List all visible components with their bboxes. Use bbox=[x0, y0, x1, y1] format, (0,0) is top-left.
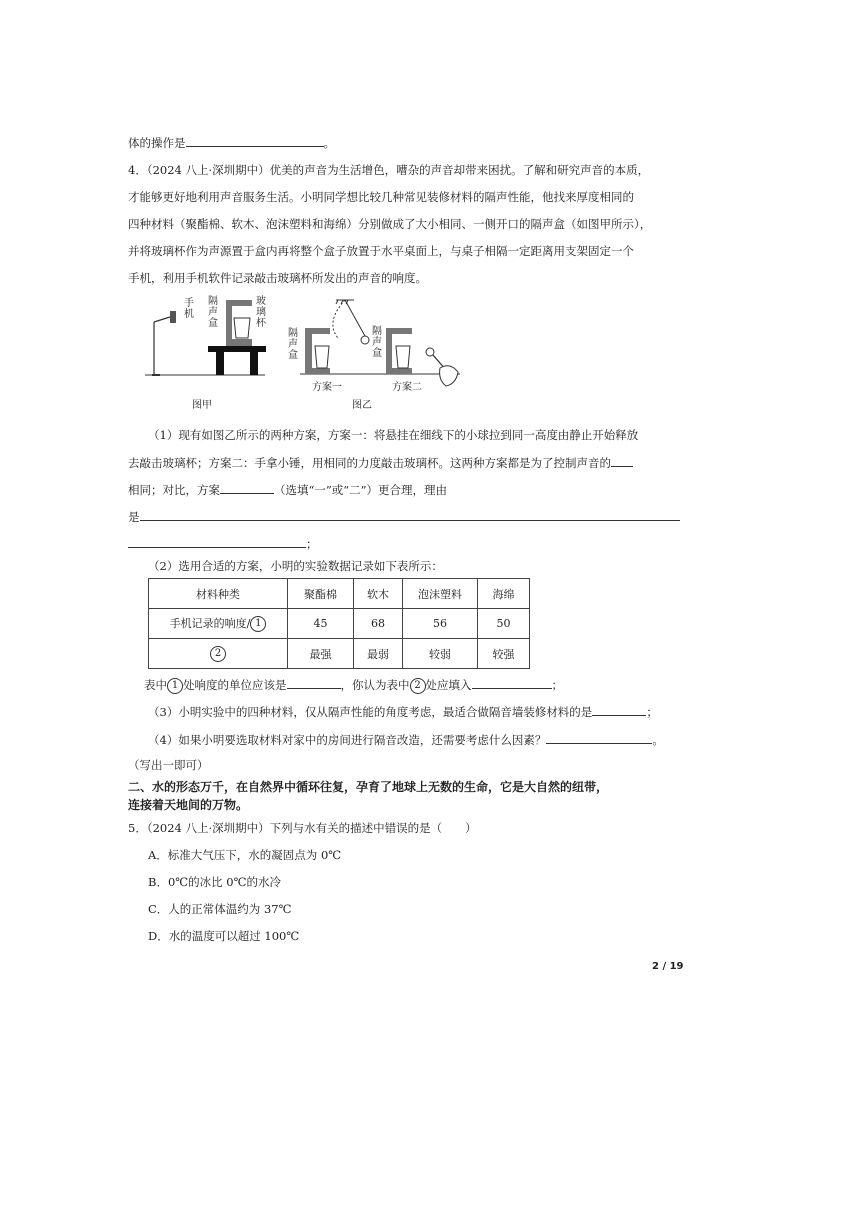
p1-line-2-text: 去敲击玻璃杯；方案二：手拿小锤，用相同的力度敲击玻璃杯。这两种方案都是为了控制声音的 bbox=[128, 456, 611, 470]
table-header-cell: 聚酯棉 bbox=[288, 579, 354, 609]
q5-stem: 5．（2024 八上·深圳期中）下列与水有关的描述中错误的是（ ） bbox=[128, 821, 477, 835]
circle-marker-2: 2 bbox=[210, 646, 226, 662]
p4-line bbox=[148, 731, 664, 748]
data-table bbox=[148, 578, 530, 669]
p2-after-c: ，你认为表中 bbox=[340, 678, 410, 692]
table-row-label bbox=[149, 609, 288, 639]
table-row bbox=[149, 639, 530, 669]
table-cell: 68 bbox=[354, 609, 403, 639]
box-label: 隔声盒 bbox=[208, 296, 218, 329]
p4-end: 。 bbox=[652, 733, 664, 747]
table-header-cell: 软木 bbox=[354, 579, 403, 609]
p1-line-1: （1）现有如图乙所示的两种方案，方案一：将悬挂在细线下的小球拉到同一高度由静止开始释放 bbox=[148, 428, 639, 442]
plan2-label: 方案二 bbox=[392, 382, 422, 393]
caption-yi: 图乙 bbox=[352, 400, 372, 411]
table-header-cell: 泡沫塑料 bbox=[403, 579, 478, 609]
section-2-heading-line-1: 二、水的形态万千，在自然界中循环往复，孕育了地球上无数的生命，它是大自然的纽带， bbox=[128, 780, 609, 794]
q5-option-b[interactable]: B．0℃的冰比 0℃的水冷 bbox=[148, 875, 281, 889]
p1-line-3-text-a: 相同；对比，方案 bbox=[128, 483, 220, 497]
p4-note: （写出一即可） bbox=[128, 758, 209, 772]
table-cell: 50 bbox=[478, 609, 530, 639]
p4-blank[interactable] bbox=[546, 731, 652, 744]
circle-marker-1-ref: 1 bbox=[167, 678, 183, 694]
table-header-cell: 材料种类 bbox=[149, 579, 288, 609]
page-number: 2 / 19 bbox=[652, 961, 684, 972]
p3-line bbox=[148, 703, 658, 720]
table-cell: 56 bbox=[403, 609, 478, 639]
q4-line-5: 手机，利用手机软件记录敲击玻璃杯所发出的声音的响度。 bbox=[128, 271, 427, 285]
p2-after-a: 表中 bbox=[144, 678, 167, 692]
circle-marker-1: 1 bbox=[250, 616, 266, 632]
table-cell: 最弱 bbox=[354, 639, 403, 669]
table-row-label bbox=[149, 639, 288, 669]
p3-text: （3）小明实验中的四种材料，仅从隔声性能的角度考虑，最适合做隔音墙装修材料的是 bbox=[148, 705, 593, 719]
p4-text: （4）如果小明要选取材料对家中的房间进行隔音改造，还需要考虑什么因素？ bbox=[148, 733, 547, 747]
table-cell: 最强 bbox=[288, 639, 354, 669]
p2-after-b: 处响度的单位应该是 bbox=[183, 678, 287, 692]
section-2-heading-line-2: 连接着天地间的万物。 bbox=[128, 798, 249, 812]
q5-option-c[interactable]: C．人的正常体温约为 37℃ bbox=[148, 902, 292, 916]
p1-line-5-end: ； bbox=[306, 537, 318, 551]
p1-blank-2[interactable] bbox=[220, 481, 274, 494]
p1-line-4 bbox=[128, 508, 680, 525]
box-label-plan1: 隔声盒 bbox=[288, 328, 298, 361]
p2-after-d: 处应填入 bbox=[425, 678, 472, 692]
box-label-plan2: 隔声盒 bbox=[372, 326, 382, 359]
circle-marker-2-ref: 2 bbox=[410, 678, 426, 694]
plan1-label: 方案一 bbox=[312, 382, 342, 393]
q5-option-d[interactable]: D．水的温度可以超过 100℃ bbox=[148, 929, 300, 943]
table-cell: 较弱 bbox=[403, 639, 478, 669]
p2-after-e: ； bbox=[551, 678, 563, 692]
cup-label: 玻璃杯 bbox=[256, 296, 266, 329]
caption-jia: 图甲 bbox=[192, 400, 212, 411]
p3-end: ； bbox=[646, 705, 658, 719]
table-row bbox=[149, 579, 530, 609]
q5-option-a[interactable]: A．标准大气压下，水的凝固点为 0℃ bbox=[148, 848, 342, 862]
q4-line-1: 4．（2024 八上·深圳期中）优美的声音为生活增色，嘈杂的声音却带来困扰。了解和研究声音的本质， bbox=[128, 163, 650, 177]
p2-blank-unit[interactable] bbox=[287, 676, 341, 689]
p3-blank[interactable] bbox=[592, 703, 646, 716]
p1-blank-1[interactable] bbox=[611, 454, 633, 467]
p2-blank-fill[interactable] bbox=[472, 676, 552, 689]
answer-blank[interactable] bbox=[186, 134, 324, 147]
table-row bbox=[149, 609, 530, 639]
table-cell: 较强 bbox=[478, 639, 530, 669]
table-header-cell: 海绵 bbox=[478, 579, 530, 609]
row1-label-text: 手机记录的响度/ bbox=[169, 617, 251, 630]
p1-blank-4[interactable] bbox=[128, 535, 306, 548]
experiment-figure bbox=[140, 292, 480, 412]
p1-line-5 bbox=[128, 535, 318, 552]
q4-line-4: 并将玻璃杯作为声源置于盒内再将整个盒子放置于水平桌面上，与桌子相隔一定距离用支架固定一个 bbox=[128, 244, 634, 258]
p2-after-table bbox=[144, 676, 563, 694]
p1-line-3 bbox=[128, 481, 447, 498]
phone-label: 手机 bbox=[184, 298, 194, 320]
tail-text: 体的操作是 bbox=[128, 136, 186, 150]
p2-intro: （2）选用合适的方案，小明的实验数据记录如下表所示： bbox=[148, 559, 443, 573]
q4-line-3: 四种材料（聚酯棉、软木、泡沫塑料和海绵）分别做成了大小相同、一侧开口的隔声盒（如图甲所示）， bbox=[128, 217, 652, 231]
p1-line-2 bbox=[128, 454, 633, 471]
tail-end: 。 bbox=[323, 136, 335, 150]
p1-line-3-text-b: （选填“一”或“二”）更合理，理由 bbox=[274, 483, 448, 497]
p1-blank-3[interactable] bbox=[140, 508, 680, 521]
q4-line-2: 才能够更好地利用声音服务生活。小明同学想比较几种常见装修材料的隔声性能，他找来厚度相同的 bbox=[128, 190, 634, 204]
previous-question-tail bbox=[128, 134, 335, 151]
p1-line-4-text: 是 bbox=[128, 510, 140, 524]
table-cell: 45 bbox=[288, 609, 354, 639]
